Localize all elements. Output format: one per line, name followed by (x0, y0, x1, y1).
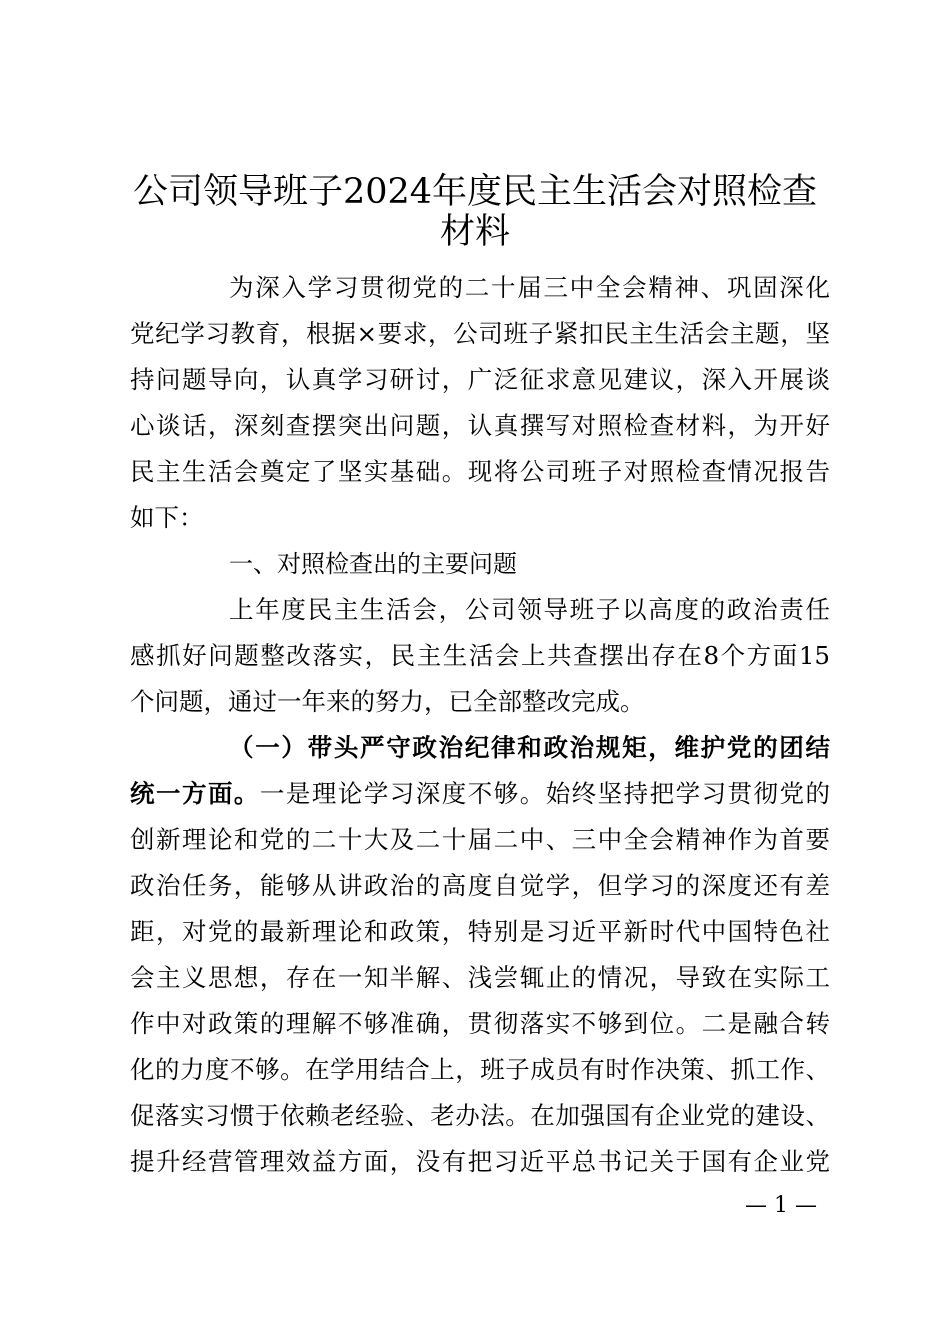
subsection-heading-continuation: 统一方面。 (130, 779, 260, 808)
intro-line: 心谈话，深刻查摆突出问题，认真撰写对照检查材料，为开好 (130, 411, 830, 440)
page-number: — 1 — (745, 1193, 817, 1218)
paragraph-line: 上年度民主生活会，公司领导班子以高度的政治责任 (229, 595, 830, 624)
paragraph-line: 化的力度不够。在学用结合上，班子成员有时作决策、抓工作、 (130, 1055, 830, 1084)
intro-line: 如下： (130, 503, 204, 532)
paragraph-text: 一是理论学习深度不够。始终坚持把学习贯彻党的 (259, 779, 831, 808)
paragraph-line: 距，对党的最新理论和政策，特别是习近平新时代中国特色社 (130, 917, 830, 946)
paragraph-line: 感抓好问题整改落实，民主生活会上共查摆出存在8个方面15 (130, 641, 830, 670)
paragraph-line: 作中对政策的理解不够准确，贯彻落实不够到位。二是融合转 (130, 1009, 830, 1038)
intro-line: 民主生活会奠定了坚实基础。现将公司班子对照检查情况报告 (130, 457, 830, 486)
intro-line: 党纪学习教育，根据×要求，公司班子紧扣民主生活会主题，坚 (130, 319, 830, 348)
paragraph-line: 促落实习惯于依赖老经验、老办法。在加强国有企业党的建设、 (130, 1101, 830, 1130)
intro-line: 持问题导向，认真学习研讨，广泛征求意见建议，深入开展谈 (130, 365, 830, 394)
paragraph-line: 创新理论和党的二十大及二十届二中、三中全会精神作为首要 (130, 825, 830, 854)
document-title-line-1: 公司领导班子2024年度民主生活会对照检查 (132, 172, 818, 212)
paragraph-line: 提升经营管理效益方面，没有把习近平总书记关于国有企业党 (130, 1147, 830, 1176)
subsection-heading: （一）带头严守政治纪律和政治规矩，维护党的团结 (229, 733, 830, 762)
paragraph-line: 会主义思想，存在一知半解、浅尝辄止的情况，导致在实际工 (130, 963, 830, 992)
subsection-line (130, 779, 830, 809)
paragraph-line: 个问题，通过一年来的努力，已全部整改完成。 (130, 687, 645, 716)
section-heading: 一、对照检查出的主要问题 (229, 550, 517, 578)
paragraph-line: 政治任务，能够从讲政治的高度自觉学，但学习的深度还有差 (130, 871, 830, 900)
document-title-line-2: 材料 (439, 212, 510, 252)
intro-line: 为深入学习贯彻党的二十届三中全会精神、巩固深化 (229, 273, 830, 302)
